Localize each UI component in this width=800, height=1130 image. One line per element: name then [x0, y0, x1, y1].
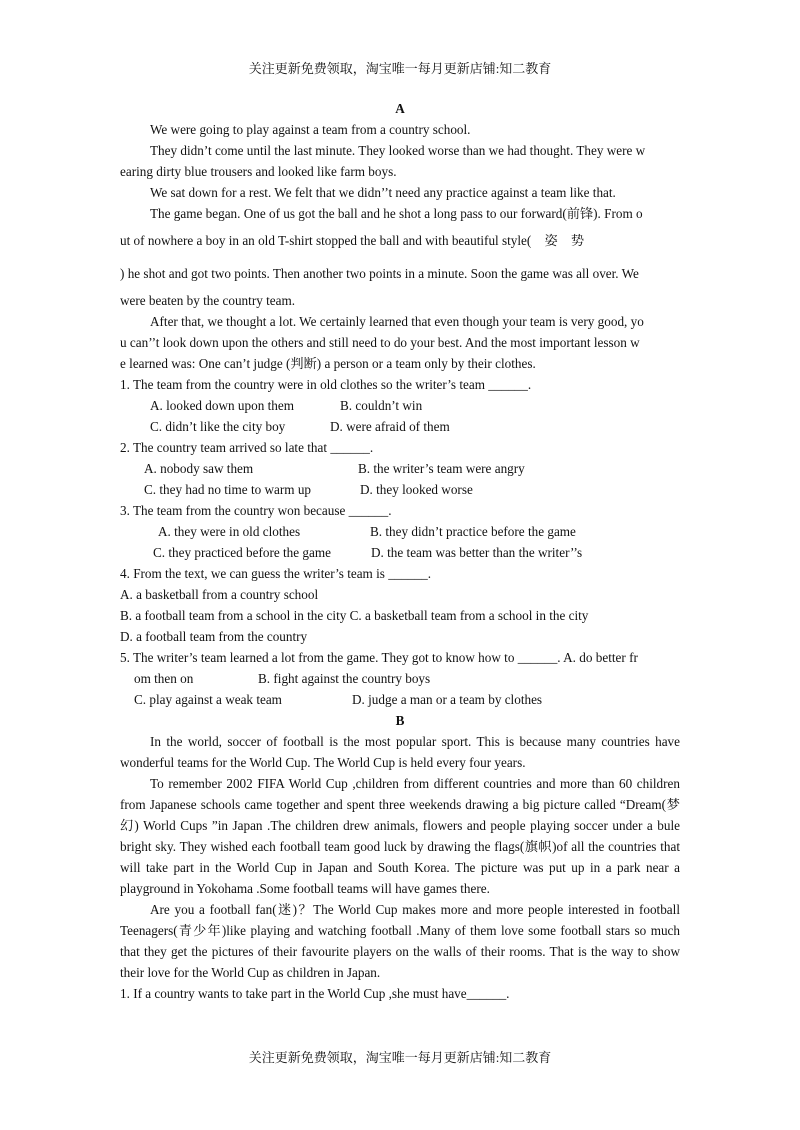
question-a4-option-d: D. a football team from the country — [120, 629, 308, 644]
passage-a-line-11: e learned was: One can’t judge (判断) a person or a team only by their clothes. — [120, 356, 536, 371]
passage-a-line-8: were beaten by the country team. — [120, 293, 296, 308]
question-a5-stem: 5. The writer’s team learned a lot from the game. They got to know how to ______. A. do better fr — [120, 650, 638, 665]
question-a3-option-d: D. the team was better than the writer’’s — [371, 545, 583, 560]
question-a2-option-c: C. they had no time to warm up — [144, 482, 312, 497]
question-a5-option-b: B. fight against the country boys — [258, 671, 431, 686]
section-a-title: A — [395, 101, 405, 116]
passage-a-line-7: ) he shot and got two points. Then another two points in a minute. Soon the game was all over. We — [120, 266, 639, 281]
question-a2-option-d: D. they looked worse — [360, 482, 473, 497]
page-footer: 关注更新免费领取，淘宝唯一每月更新店铺:知二教育 — [248, 1050, 552, 1065]
page-header: 关注更新免费领取，淘宝唯一每月更新店铺:知二教育 — [248, 61, 552, 76]
question-a5-option-a-cont: om then on — [134, 671, 194, 686]
question-a2-stem: 2. The country team arrived so late that ______. — [120, 440, 374, 455]
question-a3-options-row-1 — [120, 521, 680, 542]
question-a1-options-row-2 — [120, 416, 680, 437]
section-b-title: B — [395, 713, 405, 728]
question-a2-option-b: B. the writer’s team were angry — [358, 461, 525, 476]
question-a2-options-row-1 — [120, 458, 680, 479]
question-a5-option-c: C. play against a weak team — [134, 692, 282, 707]
question-a5-options-row-2 — [120, 689, 680, 710]
question-a1-option-a: A. looked down upon them — [150, 398, 294, 413]
question-a4-option-a: A. a basketball from a country school — [120, 587, 319, 602]
question-a5-options-row-1 — [120, 668, 680, 689]
question-b1-stem: 1. If a country wants to take part in the World Cup ,she must have______. — [120, 986, 510, 1001]
question-a1-option-c: C. didn’t like the city boy — [150, 419, 286, 434]
question-a3-option-c: C. they practiced before the game — [153, 545, 331, 560]
question-a3-options-row-2 — [120, 542, 680, 563]
passage-a-line-6: ut of nowhere a boy in an old T-shirt stopped the ball and with beautiful style( 姿 势 — [120, 233, 585, 248]
passage-a-line-9: After that, we thought a lot. We certainly learned that even though your team is very good, yo — [150, 314, 644, 329]
passage-b-paragraph-1: In the world, soccer of football is the most popular sport. This is because many countries have wonderful teams for the World Cup. The World Cup is held every four years. — [120, 734, 680, 770]
document-body — [120, 98, 680, 1004]
question-a1-option-b: B. couldn’t win — [340, 398, 423, 413]
question-a4-stem: 4. From the text, we can guess the writer’s team is ______. — [120, 566, 432, 581]
question-a1-stem: 1. The team from the country were in old clothes so the writer’s team ______. — [120, 377, 532, 392]
question-a2-option-a: A. nobody saw them — [144, 461, 254, 476]
passage-a-line-4: We sat down for a rest. We felt that we didn’’t need any practice against a team like that. — [150, 185, 616, 200]
question-a5-option-d: D. judge a man or a team by clothes — [352, 692, 543, 707]
passage-b-paragraph-2: To remember 2002 FIFA World Cup ,children from different countries and more than 60 children from Japanese schools came together and spent three weekends drawing a big picture called “Dream(梦幻) World Cups ”in Japan .The children drew animals, flowers and people playing soccer under a bule bright sky. They wished each football team good luck by drawing the flags(旗帜)of all the countries that will take part in the World Cup in Japan and South Korea. The picture was put up in a park near a playground in Yokohama .Some football teams will have games there. — [120, 776, 680, 896]
question-a4-option-b-c: B. a football team from a school in the city C. a basketball team from a school in the city — [120, 608, 589, 623]
passage-a-line-2: They didn’t come until the last minute. They looked worse than we had thought. They were w — [150, 143, 646, 158]
question-a1-options-row-1 — [120, 395, 680, 416]
question-a2-options-row-2 — [120, 479, 680, 500]
question-a1-option-d: D. were afraid of them — [330, 419, 450, 434]
question-a3-stem: 3. The team from the country won because ______. — [120, 503, 392, 518]
question-a3-option-b: B. they didn’t practice before the game — [370, 524, 576, 539]
question-a3-option-a: A. they were in old clothes — [158, 524, 301, 539]
passage-a-line-3: earing dirty blue trousers and looked like farm boys. — [120, 164, 397, 179]
passage-a-line-1: We were going to play against a team from a country school. — [150, 122, 471, 137]
passage-a-line-10: u can’’t look down upon the others and still need to do your best. And the most important lesson w — [120, 335, 640, 350]
passage-b-paragraph-3: Are you a football fan(迷)？The World Cup makes more and more people interested in football Teenagers(青少年)like playing and watching football .Many of them love some football stars so much that they get the pictures of their favourite players on the walls of their rooms. That is the way to show their love for the World Cup as children in Japan. — [120, 902, 680, 980]
passage-a-line-5: The game began. One of us got the ball and he shot a long pass to our forward(前锋). From o — [150, 206, 643, 221]
